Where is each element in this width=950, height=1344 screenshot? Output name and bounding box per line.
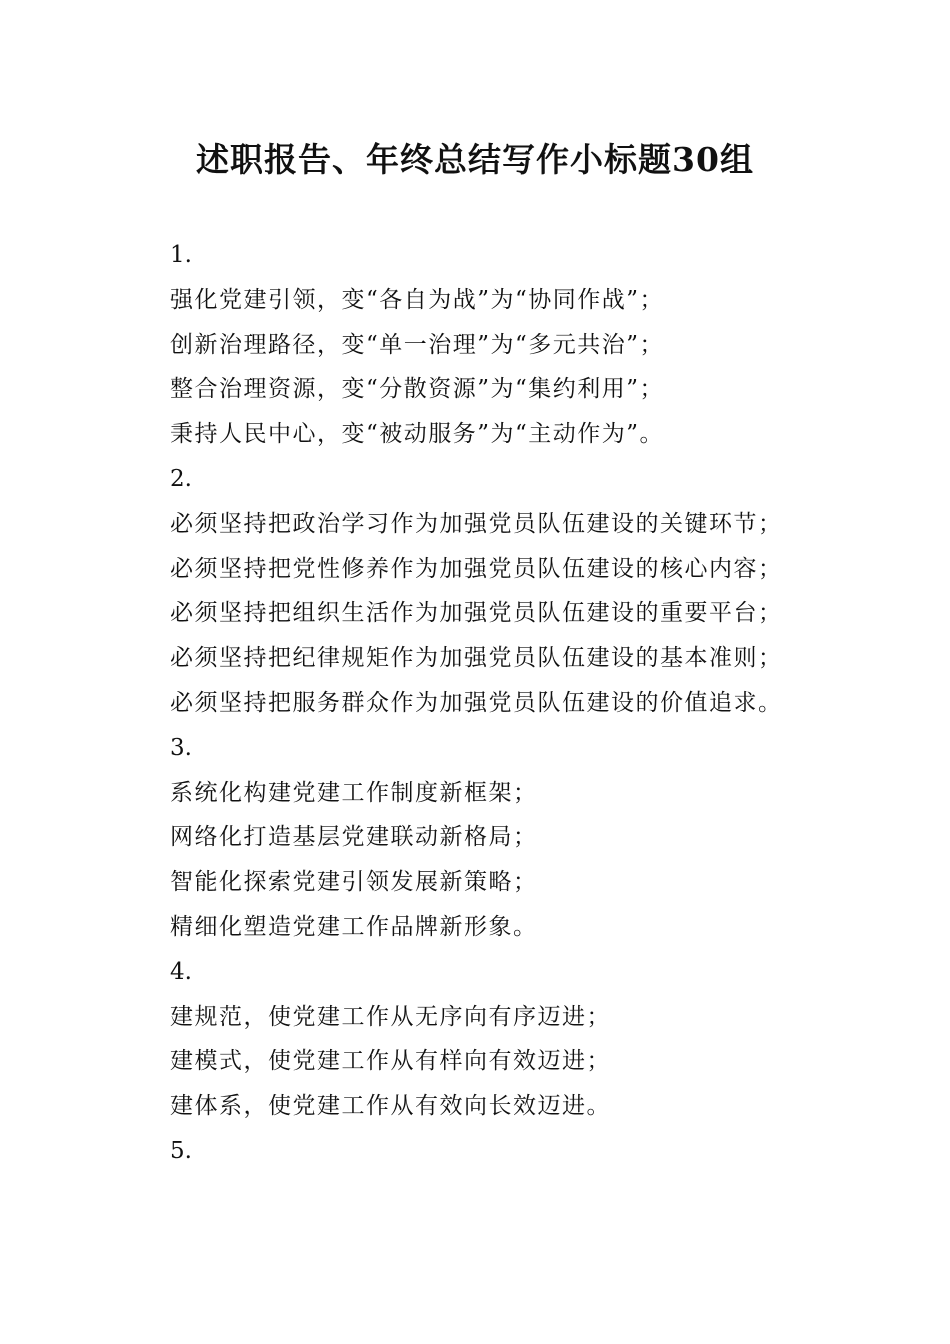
section-number: 1. <box>170 242 192 268</box>
list-item: 建规范，使党建工作从无序向有序迈进； <box>170 1003 611 1030</box>
list-item: 必须坚持把组织生活作为加强党员队伍建设的重要平台； <box>170 600 783 627</box>
section-number: 4. <box>170 958 192 985</box>
section-number: 5. <box>170 1137 192 1164</box>
list-item: 必须坚持把纪律规矩作为加强党员队伍建设的基本准则； <box>170 645 783 672</box>
list-item: 建体系，使党建工作从有效向长效迈进。 <box>170 1093 611 1120</box>
list-item: 精细化塑造党建工作品牌新形象。 <box>170 913 538 940</box>
section-number: 3. <box>170 734 192 761</box>
list-item: 系统化构建党建工作制度新框架； <box>170 779 538 806</box>
list-item: 整合治理资源，变“分散资源”为“集约利用”； <box>170 376 665 403</box>
list-item: 必须坚持把党性修养作为加强党员队伍建设的核心内容； <box>170 555 783 582</box>
list-item: 网络化打造基层党建联动新格局； <box>170 824 538 851</box>
list-item: 智能化探索党建引领发展新策略； <box>170 869 538 896</box>
list-item: 强化党建引领，变“各自为战”为“协同作战”； <box>170 286 665 313</box>
list-item: 创新治理路径，变“单一治理”为“多元共治”； <box>170 331 665 358</box>
list-item: 必须坚持把政治学习作为加强党员队伍建设的关键环节； <box>170 510 783 537</box>
section-number: 2. <box>170 465 192 492</box>
list-item: 建模式，使党建工作从有样向有效迈进； <box>170 1048 611 1075</box>
page-title: 述职报告、年终总结写作小标题30组 <box>196 140 754 179</box>
document-body <box>170 233 930 1174</box>
list-item: 秉持人民中心，变“被动服务”为“主动作为”。 <box>170 421 665 448</box>
list-item: 必须坚持把服务群众作为加强党员队伍建设的价值追求。 <box>170 689 783 716</box>
